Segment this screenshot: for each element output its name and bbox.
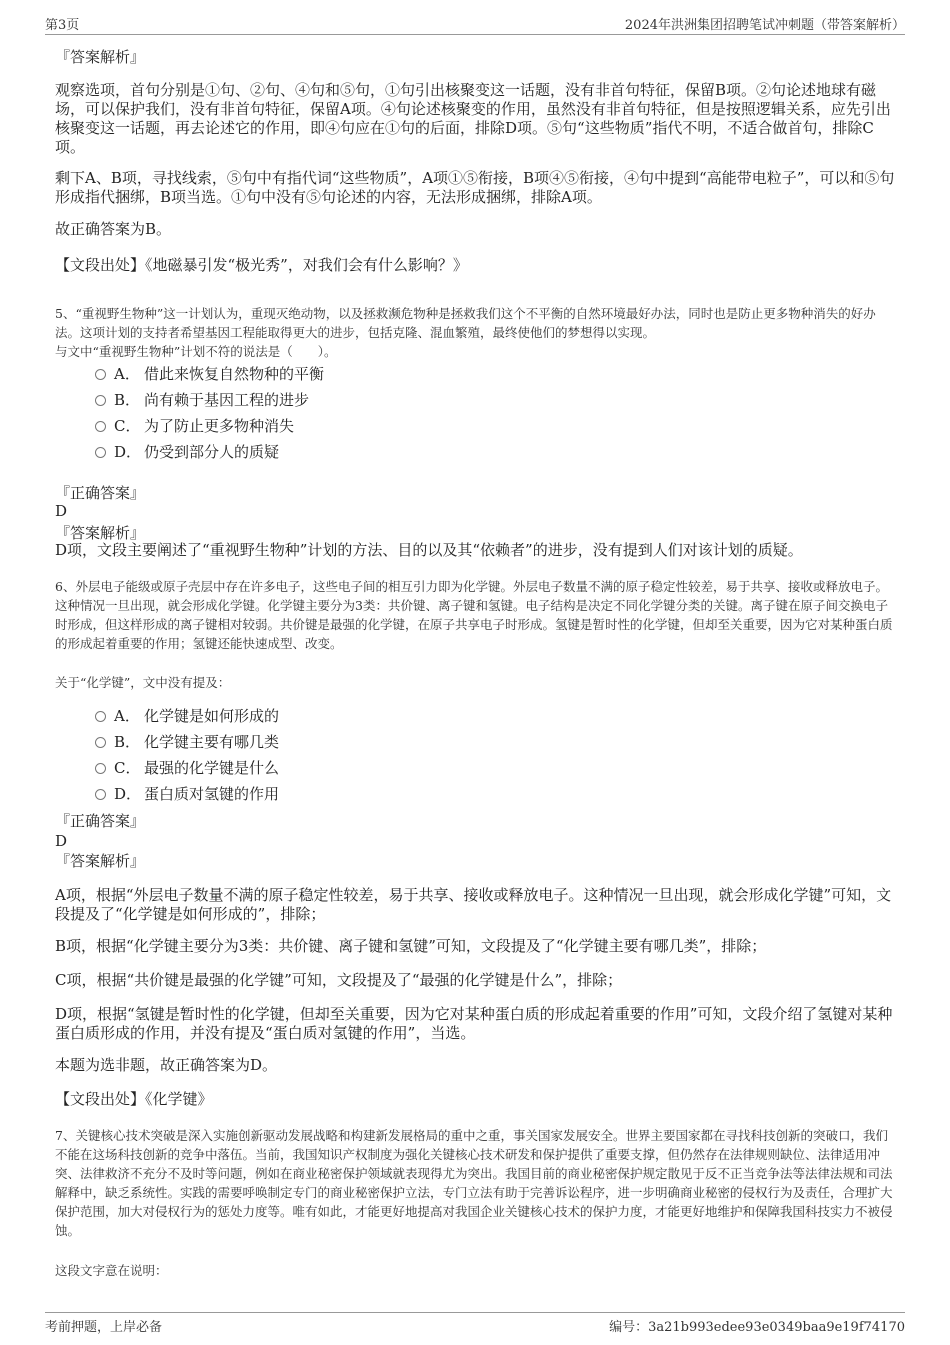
document-title: 2024年洪洲集团招聘笔试冲刺题（带答案解析） [624, 18, 905, 33]
q6-option-b[interactable] [95, 732, 279, 752]
q6-conclusion: 本题为选非题，故正确答案为D。 [55, 1056, 278, 1074]
option-text: 化学键主要有哪几类 [144, 733, 280, 751]
option-text: 尚有赖于基因工程的进步 [144, 391, 310, 409]
option-text: 仍受到部分人的质疑 [144, 443, 280, 461]
option-letter: B． [114, 733, 141, 751]
q6-source: 【文段出处】《化学键》 [55, 1090, 213, 1108]
radio-icon[interactable] [95, 369, 106, 380]
q6-option-a[interactable] [95, 706, 279, 726]
q7-question: 这段文字意在说明： [55, 1263, 168, 1278]
option-letter: A． [114, 365, 140, 383]
q5-answer-label: 『正确答案』 [55, 484, 146, 502]
q4-analysis-p1: 观察选项，首句分别是①句、②句、④句和⑤句，①句引出核聚变这一话题，没有非首句特征，保留B项。②句论述地球有磁场，可以保护我们，没有非首句特征，保留A项。④句论述核聚变的作用，虽然没有非首句特征，但是按照逻辑关系，应先引出核聚变这一话题，再去论述它的作用，即④句应在①句的后面，排除D项。⑤句“这些物质”指代不明，不适合做首句，排除C项。 [55, 81, 891, 156]
q7-stem: 7、关键核心技术突破是深入实施创新驱动发展战略和构建新发展格局的重中之重，事关国家发展安全。世界主要国家都在寻找科技创新的突破口，我们不能在这场科技创新的竞争中落伍。当前，我国知识产权制度为强化关键核心技术研发和保护提供了重要支撑，但仍然存在法律规则缺位、法律适用冲突、法律救济不充分不及时等问题，例如在商业秘密保护领域就表现得尤为突出。我国目前的商业秘密保护规定散见于反不正当竞争法等法律法规和司法解释中，缺乏系统性。实践的需要呼唤制定专门的商业秘密保护立法，专门立法有助于完善诉讼程序，进一步明确商业秘密的侵权行为及责任，合理扩大保护范围，加大对侵权行为的惩处力度等。唯有如此，才能更好地提高对我国企业关键核心技术的保护力度，才能更好地维护和保障我国科技实力不被侵蚀。 [55, 1128, 893, 1238]
q5-option-b[interactable] [95, 390, 309, 410]
q5-option-d[interactable] [95, 442, 279, 462]
q6-analysis-c: C项，根据“共价键是最强的化学键”可知，文段提及了“最强的化学键是什么”，排除； [55, 971, 623, 989]
footer-slogan: 考前押题，上岸必备 [45, 1320, 163, 1335]
q5-option-c[interactable] [95, 416, 294, 436]
option-letter: A． [114, 707, 140, 725]
page-header [45, 12, 905, 35]
radio-icon[interactable] [95, 447, 106, 458]
q6-question: 关于“化学键”，文中没有提及： [55, 675, 231, 690]
option-text: 化学键是如何形成的 [144, 707, 280, 725]
q6-analysis-d: D项，根据“氢键是暂时性的化学键，但却至关重要，因为它对某种蛋白质的形成起着重要的作用”可知，文段介绍了氢键对某种蛋白质形成的作用，并没有提及“蛋白质对氢键的作用”，当选。 [55, 1005, 893, 1042]
q4-analysis-p3: 故正确答案为B。 [55, 220, 172, 238]
option-text: 借此来恢复自然物种的平衡 [144, 365, 325, 383]
q6-analysis-label: 『答案解析』 [55, 852, 146, 870]
option-letter: D． [114, 443, 142, 461]
q4-source: 【文段出处】《地磁暴引发“极光秀”，对我们会有什么影响？》 [55, 256, 468, 274]
q6-analysis-a: A项，根据“外层电子数量不满的原子稳定性较差，易于共享、接收或释放电子。这种情况一旦出现，就会形成化学键”可知，文段提及了“化学键是如何形成的”，排除； [55, 886, 892, 923]
option-letter: D． [114, 785, 142, 803]
option-letter: C． [114, 759, 141, 777]
radio-icon[interactable] [95, 421, 106, 432]
q4-analysis-p2: 剩下A、B项，寻找线索，⑤句中有指代词“这些物质”，A项①⑤衔接，B项④⑤衔接，④句中提到“高能带电粒子”，可以和⑤句形成指代捆绑，B项当选。①句中没有⑤句论述的内容，无法形成捆绑，排除A项。 [55, 169, 895, 206]
option-text: 最强的化学键是什么 [144, 759, 280, 777]
radio-icon[interactable] [95, 789, 106, 800]
radio-icon[interactable] [95, 763, 106, 774]
q5-answer: D [55, 502, 68, 520]
radio-icon[interactable] [95, 711, 106, 722]
option-letter: B． [114, 391, 141, 409]
q5-option-a[interactable] [95, 364, 324, 384]
q6-answer-label: 『正确答案』 [55, 812, 146, 830]
q6-option-d[interactable] [95, 784, 279, 804]
q5-stem: 5、“重视野生物种”这一计划认为，重现灭绝动物，以及拯救濒危物种是拯救我们这个不平衡的自然环境最好办法，同时也是防止更多物种消失的好办法。这项计划的支持者希望基因工程能取得更大的进步，包括克隆、混血繁殖，最终使他们的梦想得以实现。 [55, 306, 876, 340]
option-text: 为了防止更多物种消失 [144, 417, 295, 435]
q5-question: 与文中“重视野生物种”计划不符的说法是（ ）。 [55, 344, 337, 359]
q6-option-c[interactable] [95, 758, 279, 778]
q5-analysis: D项，文段主要阐述了“重视野生物种”计划的方法、目的以及其“依赖者”的进步，没有提到人们对该计划的质疑。 [55, 541, 803, 559]
q4-analysis-label: 『答案解析』 [55, 48, 146, 66]
page-footer [45, 1312, 905, 1335]
q6-analysis-b: B项，根据“化学键主要分为3类：共价键、离子键和氢键”可知，文段提及了“化学键主要有哪几类”，排除； [55, 937, 767, 955]
q6-stem: 6、外层电子能级或原子壳层中存在许多电子，这些电子间的相互引力即为化学键。外层电子数量不满的原子稳定性较差，易于共享、接收或释放电子。这种情况一旦出现，就会形成化学键。化学键主要分为3类：共价键、离子键和氢键。电子结构是决定不同化学键分类的关键。离子键在原子间交换电子时形成，但这样形成的离子键相对较弱。共价键是最强的化学键，在原子共享电子时形成。氢键是暂时性的化学键，但却至关重要，因为它对某种蛋白质的形成起着重要的作用；氢键还能快速成型、改变。 [55, 579, 893, 651]
q6-answer: D [55, 832, 68, 850]
option-letter: C． [114, 417, 141, 435]
q5-analysis-label: 『答案解析』 [55, 524, 146, 542]
radio-icon[interactable] [95, 737, 106, 748]
document-id: 编号：3a21b993edee93e0349baa9e19f74170 [609, 1320, 905, 1335]
option-text: 蛋白质对氢键的作用 [144, 785, 280, 803]
page-number: 第3页 [45, 18, 80, 33]
radio-icon[interactable] [95, 395, 106, 406]
